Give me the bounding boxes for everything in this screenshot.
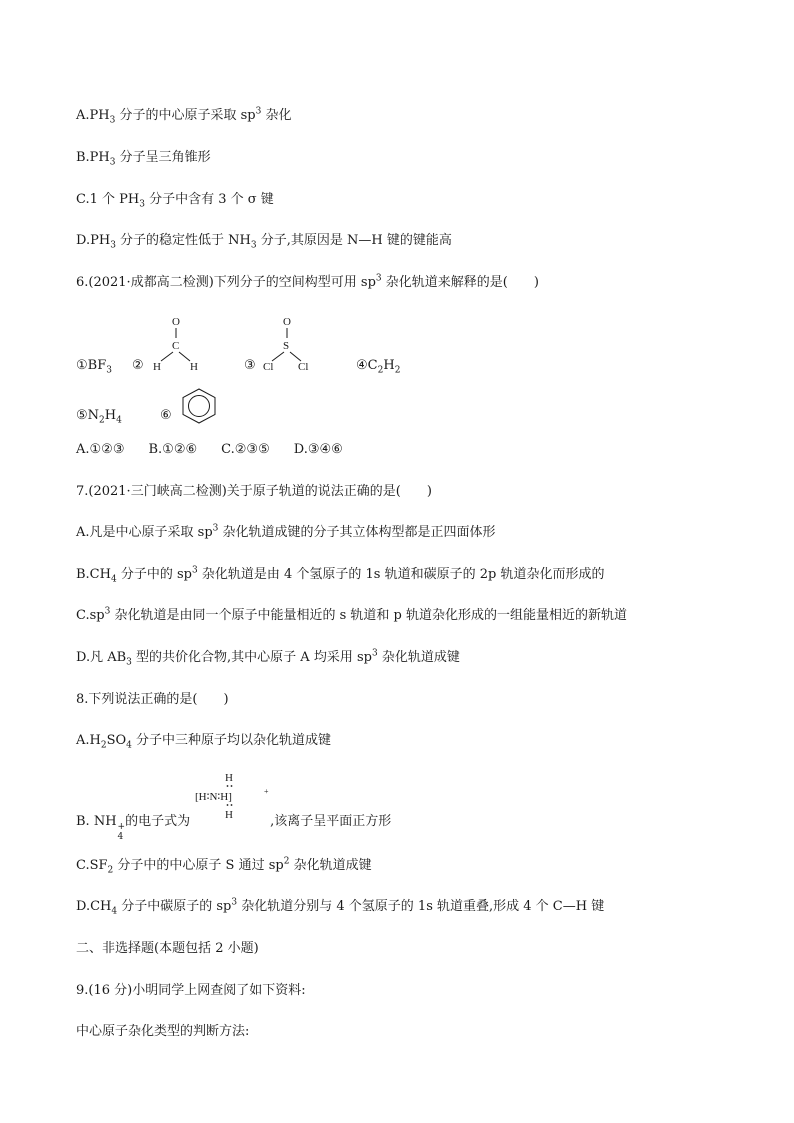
q7-option-b: $B.CH_4$ 分子中的 $sp^3$ 杂化轨道是由 4 个氢原子的 1s 轨道和碳原子的 2p 轨道杂化而形成的 — [76, 565, 605, 585]
q5-option-b: $B.PH_3$ 分子呈三角锥形 — [76, 150, 211, 168]
section-heading: 二、非选择题(本题包括 2 小题) — [76, 941, 259, 956]
q6-option-a: A.①②③ — [76, 442, 125, 457]
q6-item-6-label: ⑥ — [160, 408, 172, 423]
thionyl-chloride-structure — [258, 312, 322, 374]
struct-atom-cl-right: Cl — [298, 361, 309, 373]
struct-atom-h-left: H — [153, 361, 161, 373]
q8-stem: 8.下列说法正确的是( ) — [76, 692, 229, 707]
q7-stem: 7.(2021·三门峡高二检测)关于原子轨道的说法正确的是( ) — [76, 484, 432, 499]
q6-option-b: B.①②⑥ — [148, 442, 198, 457]
benzene-ring-icon — [178, 386, 220, 426]
struct-atom-c: C — [172, 340, 180, 352]
q8-option-b: B. NH + 4 的电子式为 ,该离子呈平面正方形 — [76, 814, 392, 842]
formula-h-bottom: H — [225, 809, 233, 821]
q8-option-c: $C.SF_2$ 分子中的中心原子 S 通过 $sp^2$ 杂化轨道成键 — [76, 856, 372, 876]
q6-item-1: $①BF_3$ — [76, 358, 112, 376]
q7-option-a: A.凡是中心原子采取 $sp^3$ 杂化轨道成键的分子其立体构型都是正四面体形 — [76, 523, 496, 540]
q9-stem: 9.(16 分)小明同学上网查阅了如下资料: — [76, 983, 306, 998]
formula-charge: + — [264, 787, 269, 796]
q8-option-a: $A.H_2SO_4$ 分子中三种原子均以杂化轨道成键 — [76, 733, 332, 751]
struct-atom-o: O — [283, 316, 291, 328]
q7-option-c: $C.sp^3$ 杂化轨道是由同一个原子中能量相近的 s 轨道和 p 轨道杂化形成的一组能量相近的新轨道 — [76, 606, 627, 623]
ammonium-electron-formula — [192, 770, 274, 822]
q9-subtitle: 中心原子杂化类型的判断方法: — [76, 1024, 250, 1039]
q7-option-d: D.凡 $AB_3$ 型的共价化合物,其中心原子 A 均采用 $sp^3$ 杂化轨道成键 — [76, 648, 460, 668]
q6-item-5: $⑤N_2H_4$ — [76, 408, 122, 426]
q6-options — [76, 442, 343, 458]
q5-option-a: $A.PH_3$ 分子的中心原子采取 $sp^3$ 杂化 — [76, 106, 292, 126]
q8-option-d: $D.CH_4$ 分子中碳原子的 $sp^3$ 杂化轨道分别与 4 个氢原子的 1s 轨道重叠,形成 4 个 C—H 键 — [76, 897, 605, 917]
q6-option-d: D.③④⑥ — [293, 442, 343, 457]
q6-item-4: $④C_2H_2$ — [356, 358, 401, 376]
q6-item-3-label: ③ — [244, 358, 256, 373]
q5-option-c: C.1 个 $PH_3$ 分子中含有 3 个 σ 键 — [76, 192, 274, 210]
formaldehyde-structure — [148, 312, 208, 374]
formula-h-top: H — [225, 772, 233, 784]
struct-atom-h-right: H — [190, 361, 198, 373]
struct-atom-cl-left: Cl — [263, 361, 274, 373]
struct-atom-s: S — [283, 340, 290, 352]
formula-center-row: [H∶N∶H] — [195, 791, 232, 803]
struct-atom-o: O — [172, 316, 180, 328]
q5-option-d: $D.PH_3$ 分子的稳定性低于 $NH_3$ 分子,其原因是 N—H 键的键能高 — [76, 233, 452, 251]
q6-stem: 6.(2021·成都高二检测)下列分子的空间构型可用 $sp^3$ 杂化轨道来解释的是( ) — [76, 273, 539, 290]
q6-option-c: C.②③⑤ — [221, 442, 270, 457]
q6-item-2-label: ② — [132, 358, 144, 373]
